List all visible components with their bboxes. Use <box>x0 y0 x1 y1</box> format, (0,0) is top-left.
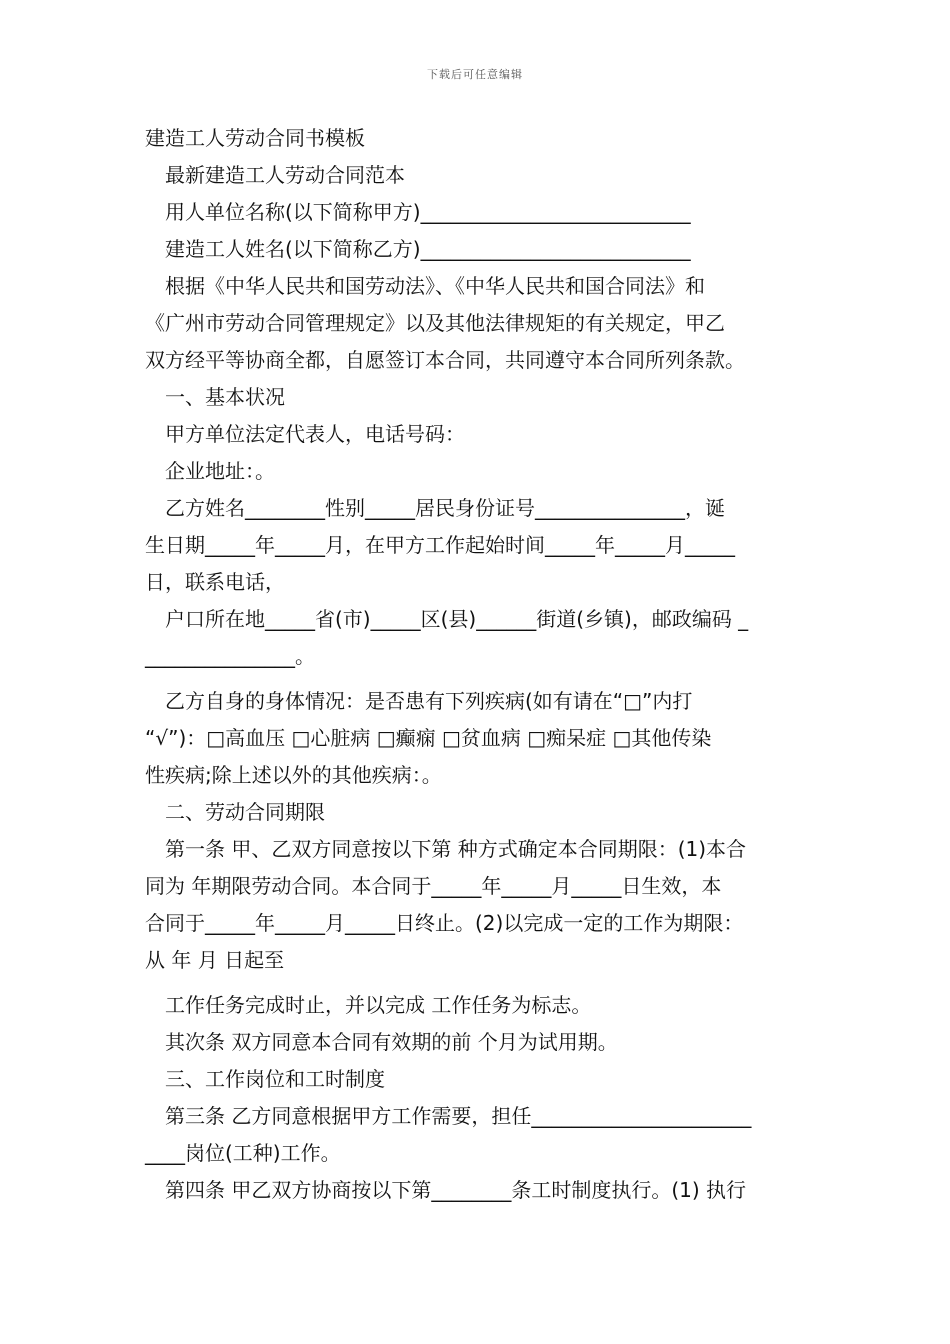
document-line: 三、工作岗位和工时制度 <box>165 1067 385 1091</box>
document-line: 根据《中华人民共和国劳动法》、《中华人民共和国合同法》和 <box>165 274 705 298</box>
document-line: 一、基本状况 <box>165 385 285 409</box>
document-line: 从 年 月 日起至 <box>145 948 285 972</box>
document-line: ____岗位(工种)工作。 <box>145 1141 341 1165</box>
document-line: 最新建造工人劳动合同范本 <box>165 163 405 187</box>
document-line: 企业地址：。 <box>165 459 275 483</box>
document-line: 户口所在地_____省(市)_____区(县)______街道(乡镇)，邮政编码 _ <box>165 607 749 631</box>
document-title: 建造工人劳动合同书模板 <box>145 126 365 150</box>
document-lines <box>145 157 810 1209</box>
document-line: 日，联系电话， <box>145 570 285 594</box>
document-line: 二、劳动合同期限 <box>165 800 325 824</box>
paragraph-gap <box>145 979 810 987</box>
document-body <box>145 120 810 1209</box>
document-line: 乙方姓名________性别_____居民身份证号_______________，诞 <box>165 496 725 520</box>
document-line: 合同于_____年_____月_____日终止。(2)以完成一定的工作为期限： <box>145 911 744 935</box>
document-line: 第四条 甲乙双方协商按以下第________条工时制度执行。(1) 执行 <box>165 1178 747 1202</box>
document-line: 性疾病;除上述以外的其他疾病：。 <box>145 763 442 787</box>
document-line: 《广州市劳动合同管理规定》以及其他法律规矩的有关规定，甲乙 <box>145 311 725 335</box>
document-line: 生日期_____年_____月，在甲方工作起始时间_____年_____月_____ <box>145 533 735 557</box>
document-line: 乙方自身的身体情况：是否患有下列疾病(如有请在“□”内打 <box>165 689 693 713</box>
document-line: 第三条 乙方同意根据甲方工作需要，担任______________________ <box>165 1104 752 1128</box>
document-line: 建造工人姓名(以下简称乙方)___________________________ <box>165 237 691 261</box>
document-line: 用人单位名称(以下简称甲方)___________________________ <box>165 200 691 224</box>
paragraph-gap <box>145 675 810 683</box>
document-line: 工作任务完成时止，并以完成 工作任务为标志。 <box>165 993 592 1017</box>
document-line: _______________。 <box>145 644 315 668</box>
page-header-note: 下载后可任意编辑 <box>427 68 523 81</box>
document-line: 双方经平等协商全都，自愿签订本合同，共同遵守本合同所列条款。 <box>145 348 745 372</box>
document-line: 第一条 甲、乙双方同意按以下第 种方式确定本合同期限：(1)本合 <box>165 837 747 861</box>
document-line: 甲方单位法定代表人，电话号码： <box>165 422 465 446</box>
document-line: 其次条 双方同意本合同有效期的前 个月为试用期。 <box>165 1030 618 1054</box>
document-line: “√”)：□高血压 □心脏病 □癫痫 □贫血病 □痴呆症 □其他传染 <box>145 726 712 750</box>
document-line: 同为 年期限劳动合同。本合同于_____年_____月_____日生效，本 <box>145 874 722 898</box>
